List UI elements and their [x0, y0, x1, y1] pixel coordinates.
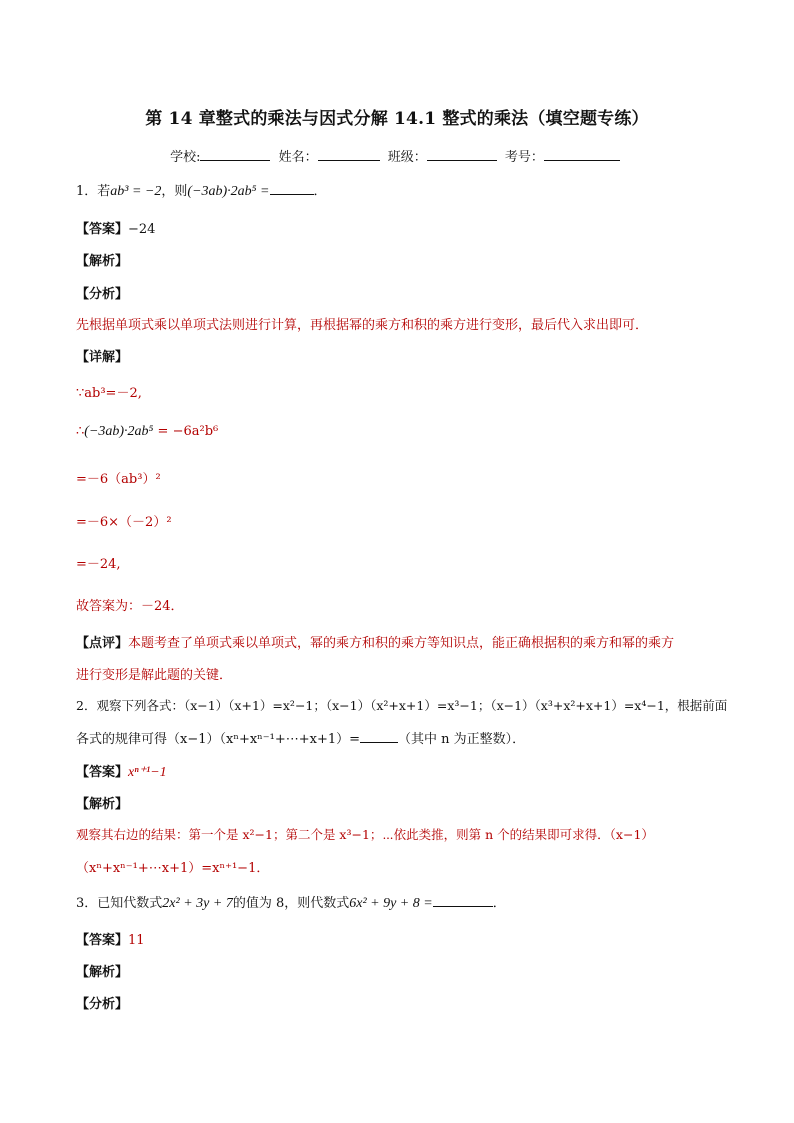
q3-number: 3．	[76, 896, 98, 911]
page-title: 第 14 章整式的乘法与因式分解 14.1 整式的乘法（填空题专练）	[145, 109, 649, 129]
name-label: 姓名：	[278, 150, 318, 165]
q1-mid: ，则	[161, 184, 188, 199]
q2-stem-prefix: 各式的规律可得（x−1）（xⁿ+xⁿ⁻¹+⋯+x+1）=	[76, 732, 361, 747]
id-blank	[544, 148, 620, 161]
q2-answer-blank	[360, 730, 398, 743]
q2-answer-row	[76, 761, 167, 781]
q1-answer-row	[76, 218, 155, 237]
q1-answer: −24	[128, 222, 156, 237]
q3-analysis-label: 【解析】	[76, 965, 129, 980]
q2-analysis-label: 【解析】	[76, 797, 129, 812]
q1-end: ．	[313, 184, 327, 199]
q1-step-1: ∵ab³=－2,	[76, 386, 142, 401]
q1-comment-row	[76, 632, 674, 651]
student-info-row	[0, 146, 794, 165]
class-blank	[427, 148, 497, 161]
q1-step-2	[76, 424, 218, 440]
q1-fenxi-text: 先根据单项式乘以单项式法则进行计算，再根据幂的乘方和积的乘方进行变形，最后代入求出即可．	[76, 318, 649, 333]
q3-prefix: 已知代数式	[97, 896, 163, 911]
q1-step-2-prefix: ∴	[76, 424, 85, 439]
q3-answer-row	[76, 929, 145, 948]
q1-fenxi-label: 【分析】	[76, 287, 129, 302]
q1-comment-line-2: 进行变形是解此题的关键．	[76, 668, 233, 683]
q1-step-2-result: = −6a²b⁶	[153, 424, 219, 439]
q3-fenxi-label: 【分析】	[76, 997, 129, 1012]
q1-comment-line-1: 本题考查了单项式乘以单项式，幂的乘方和积的乘方等知识点，能正确根据积的乘方和幂的乘方	[128, 636, 675, 651]
q1-analysis-label: 【解析】	[76, 254, 129, 269]
q3-stem	[76, 892, 506, 912]
q3-answer: 11	[128, 933, 145, 948]
q2-answer: xⁿ⁺¹−1	[128, 765, 167, 780]
q1-step-3: =－6（ab³）²	[76, 472, 161, 487]
q2-analysis-line-1: 观察其右边的结果：第一个是 x²−1；第二个是 x³−1；⋯依此类推，则第 n 个的结果即可求得．（x−1）	[76, 827, 654, 842]
q1-step-4: =－6×（－2）²	[76, 515, 172, 530]
q1-detail-label: 【详解】	[76, 350, 129, 365]
class-label: 班级：	[387, 150, 427, 165]
q1-number: 1．	[76, 184, 98, 199]
name-blank	[318, 148, 380, 161]
q1-expression: (−3ab)·2ab⁵ =	[187, 184, 270, 199]
q2-analysis-line-2: （xⁿ+xⁿ⁻¹+⋯x+1）=xⁿ⁺¹−1．	[76, 861, 270, 876]
q1-step-2-expression: (−3ab)·2ab⁵	[84, 424, 154, 439]
q1-answer-blank	[270, 182, 314, 195]
school-label: 学校:	[170, 150, 201, 165]
q2-stem-suffix: （其中 n 为正整数）．	[398, 732, 526, 747]
id-label: 考号：	[504, 150, 544, 165]
q2-answer-label: 【答案】	[76, 765, 129, 780]
q1-condition: ab³ = −2	[110, 184, 162, 199]
q2-stem-line-1: 2．观察下列各式：（x−1）（x+1）=x²−1；（x−1）（x²+x+1）=x³−1；（x−1）（x³+x²+x+1）=x⁴−1，根据前面	[76, 698, 728, 713]
q3-answer-label: 【答案】	[76, 933, 129, 948]
q1-step-5: =－24,	[76, 557, 121, 572]
q3-answer-blank	[433, 894, 493, 907]
q3-expression-1: 2x² + 3y + 7	[162, 896, 233, 911]
q2-stem-line-2	[76, 728, 525, 747]
q1-step-6: 故答案为：－24．	[76, 599, 184, 614]
q3-end: ．	[492, 896, 506, 911]
q3-expression-2: 6x² + 9y + 8 =	[349, 896, 433, 911]
q1-comment-label: 【点评】	[76, 636, 129, 651]
q1-stem	[76, 180, 327, 200]
school-blank	[200, 148, 270, 161]
q3-mid: 的值为 8，则代数式	[232, 896, 350, 911]
q1-prefix: 若	[97, 184, 111, 199]
q1-answer-label: 【答案】	[76, 222, 129, 237]
